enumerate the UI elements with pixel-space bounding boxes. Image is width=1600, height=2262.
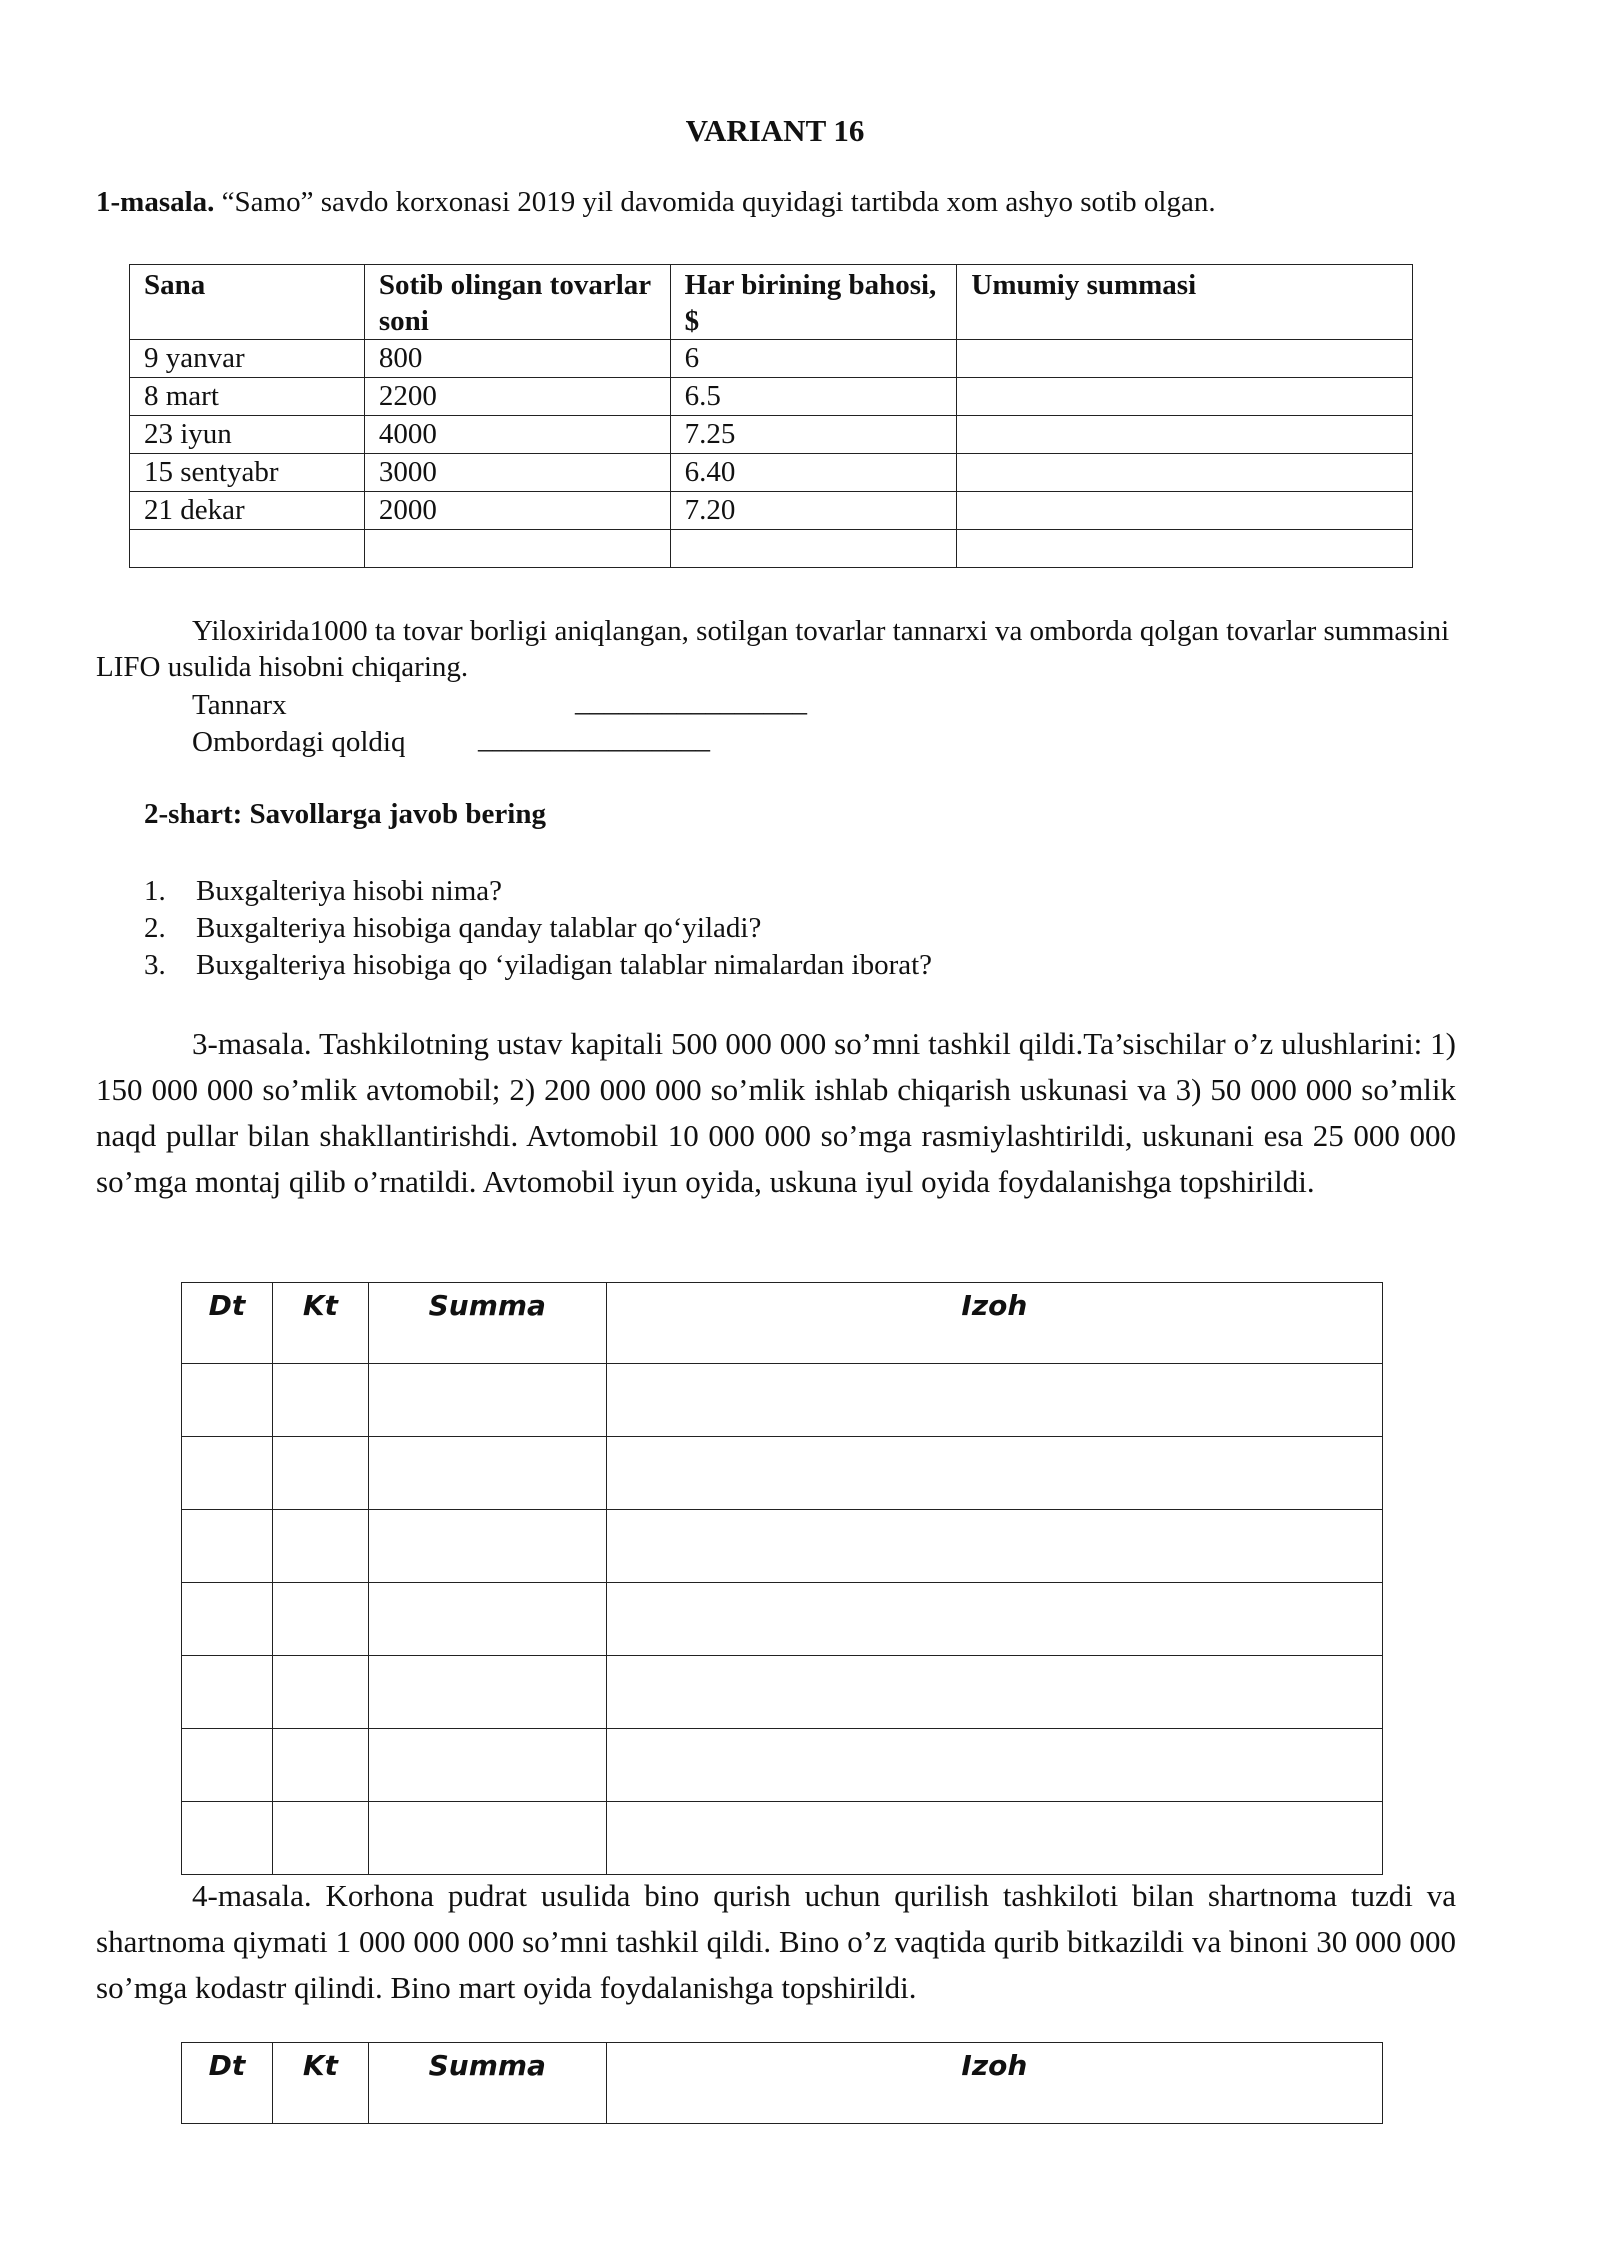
table-row [130,378,1413,416]
cell-sana: 8 mart [130,378,365,416]
qoldiq-label: Ombordagi qoldiq [192,726,406,758]
table-row [182,1729,1383,1802]
col-header-izoh: Izoh [606,2043,1382,2124]
table-row [182,1364,1383,1437]
cell-dt[interactable] [182,1583,273,1656]
task4-text: 4-masala. Korhona pudrat usulida bino qurish uchun qurilish tashkiloti bilan shartnoma tuzdi va shartnoma qiymati 1 000 000 000 so’mni tashkil qildi. Bino o’z vaqtida qurib bitkazildi va binoni 30 000 000 so’mga kodastr qilindi. Bino mart oyida foydalanishga topshirildi. [96,1878,1456,2005]
cell-summa[interactable] [368,1583,606,1656]
task1-intro [96,186,1216,219]
cell-summa [957,340,1413,378]
cell-summa [957,530,1413,568]
cell-sana: 9 yanvar [130,340,365,378]
cell-bahosi: 7.20 [670,492,957,530]
table-row [182,1656,1383,1729]
cell-summa [957,492,1413,530]
cell-summa[interactable] [368,1364,606,1437]
col-header-kt: Kt [272,1283,368,1364]
col-header-dt: Dt [182,1283,273,1364]
question-text: Buxgalteriya hisobi nima? [196,875,503,907]
cell-izoh[interactable] [606,1729,1382,1802]
question-text: Buxgalteriya hisobiga qo ‘yiladigan talablar nimalardan iborat? [196,949,933,981]
task3-journal-table [181,1282,1383,1875]
cell-summa[interactable] [368,1729,606,1802]
cell-kt[interactable] [272,1802,368,1875]
cell-summa [957,378,1413,416]
table-row [130,416,1413,454]
cell-sana: 23 iyun [130,416,365,454]
table-row [130,492,1413,530]
table-header-row [182,2043,1383,2124]
cell-soni: 2000 [364,492,670,530]
cell-bahosi: 6 [670,340,957,378]
col-header-kt: Kt [272,2043,368,2124]
cell-kt[interactable] [272,1510,368,1583]
list-item: 1. Buxgalteriya hisobi nima? [144,875,503,907]
col-header-izoh: Izoh [606,1283,1382,1364]
cell-soni: 4000 [364,416,670,454]
cell-dt[interactable] [182,1802,273,1875]
cell-soni: 3000 [364,454,670,492]
table-row [130,530,1413,568]
cell-summa [957,416,1413,454]
cell-soni: 2200 [364,378,670,416]
cell-izoh[interactable] [606,1583,1382,1656]
tannarx-answer-line[interactable]: ________________ [575,686,807,718]
cell-bahosi [670,530,957,568]
task2-heading: 2-shart: Savollarga javob bering [144,798,546,830]
col-header-summa: Summa [368,1283,606,1364]
col-header-dt: Dt [182,2043,273,2124]
col-header-summa: Umumiy summasi [957,265,1413,340]
cell-summa[interactable] [368,1802,606,1875]
col-header-summa: Summa [368,2043,606,2124]
task3-text: 3-masala. Tashkilotning ustav kapitali 500 000 000 so’mni tashkil qildi.Ta’sischilar o’z ulushlarini: 1) 150 000 000 so’mlik avtomobil; 2) 200 000 000 so’mlik ishlab chiqarish uskunasi va 3) 50 000 000 so’mlik naqd pullar bilan shakllantirishdi. Avtomobil 10 000 000 so’mga rasmiylashtirildi, uskunani esa 25 000 000 so’mga montaj qilib o’rnatildi. Avtomobil iyun oyida, uskuna iyul oyida foydalanishga topshirildi. [96,1026,1456,1199]
cell-soni: 800 [364,340,670,378]
cell-kt[interactable] [272,1437,368,1510]
cell-dt[interactable] [182,1437,273,1510]
list-item: 3. Buxgalteriya hisobiga qo ‘yiladigan talablar nimalardan iborat? [144,949,933,981]
cell-bahosi: 6.40 [670,454,957,492]
table-row [130,340,1413,378]
task4-journal-table [181,2042,1383,2124]
cell-izoh[interactable] [606,1510,1382,1583]
qoldiq-answer-line[interactable]: ________________ [478,723,710,755]
page-title: VARIANT 16 [685,113,865,148]
table-row [182,1510,1383,1583]
col-header-bahosi: Har birining bahosi, $ [670,265,957,340]
table-row [130,454,1413,492]
cell-izoh[interactable] [606,1802,1382,1875]
cell-bahosi: 6.5 [670,378,957,416]
table-row [182,1583,1383,1656]
cell-kt[interactable] [272,1583,368,1656]
task1-label: 1-masala. [96,186,215,218]
tannarx-label: Tannarx [192,689,287,721]
table-header-row [182,1283,1383,1364]
table-row [182,1437,1383,1510]
purchases-table [129,264,1413,568]
cell-sana: 21 dekar [130,492,365,530]
cell-izoh[interactable] [606,1364,1382,1437]
cell-sana [130,530,365,568]
cell-kt[interactable] [272,1364,368,1437]
col-header-soni: Sotib olingan tovarlar soni [364,265,670,340]
cell-dt[interactable] [182,1510,273,1583]
task1-text: “Samo” savdo korxonasi 2019 yil davomida quyidagi tartibda xom ashyo sotib olgan. [214,186,1216,218]
table-row [182,1802,1383,1875]
cell-bahosi: 7.25 [670,416,957,454]
cell-dt[interactable] [182,1656,273,1729]
cell-summa[interactable] [368,1437,606,1510]
cell-summa [957,454,1413,492]
cell-summa[interactable] [368,1656,606,1729]
cell-dt[interactable] [182,1729,273,1802]
list-item: 2. Buxgalteriya hisobiga qanday talablar qo‘yiladi? [144,912,762,944]
cell-kt[interactable] [272,1729,368,1802]
cell-izoh[interactable] [606,1656,1382,1729]
cell-summa[interactable] [368,1510,606,1583]
task1-question: Yiloxirida1000 ta tovar borligi aniqlangan, sotilgan tovarlar tannarxi va omborda qolgan tovarlar summasini LIFO usulida hisobni chiqaring. [96,615,1450,683]
cell-sana: 15 sentyabr [130,454,365,492]
question-text: Buxgalteriya hisobiga qanday talablar qo‘yiladi? [196,912,762,944]
cell-dt[interactable] [182,1364,273,1437]
cell-kt[interactable] [272,1656,368,1729]
questions-list [144,873,932,984]
table-header-row [130,265,1413,340]
col-header-sana: Sana [130,265,365,340]
cell-izoh[interactable] [606,1437,1382,1510]
cell-soni [364,530,670,568]
